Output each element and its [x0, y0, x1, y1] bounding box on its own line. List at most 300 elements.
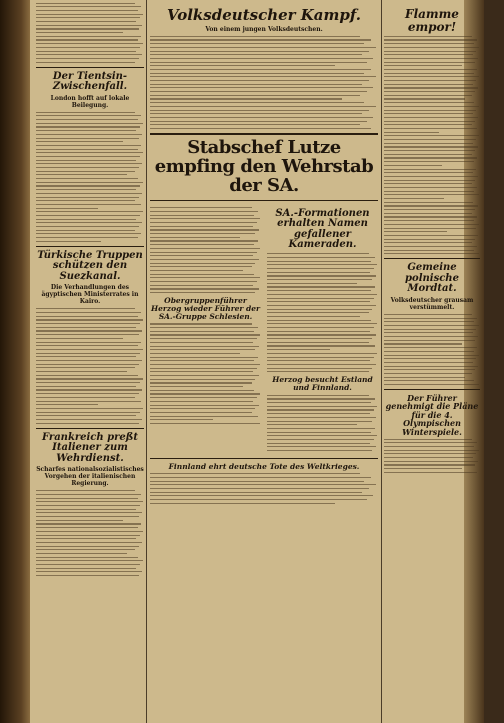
- text-line: [384, 146, 478, 147]
- text-line: [150, 62, 367, 63]
- article-body: [384, 439, 480, 473]
- article-body: [36, 308, 144, 423]
- text-line: [36, 342, 141, 343]
- text-line: [36, 527, 138, 528]
- text-line: [267, 421, 372, 422]
- divider: [384, 258, 480, 259]
- text-line: [36, 178, 138, 179]
- text-line: [36, 516, 139, 517]
- text-line: [150, 327, 258, 328]
- text-line: [36, 412, 140, 413]
- text-line: [267, 398, 375, 399]
- text-line: [384, 228, 476, 229]
- divider: [150, 133, 378, 135]
- text-line: [150, 274, 254, 275]
- text-line: [384, 43, 474, 44]
- text-line: [150, 488, 369, 489]
- text-line: [384, 209, 475, 210]
- text-line: [384, 464, 475, 465]
- text-line: [36, 167, 139, 168]
- headline: Herzog besucht Estland und Finnland.: [272, 375, 373, 393]
- article-body: [150, 323, 261, 424]
- text-line: [384, 362, 473, 363]
- text-line: [150, 252, 257, 253]
- text-line: [384, 39, 477, 40]
- sub-column: [267, 205, 378, 454]
- text-line: [384, 453, 476, 454]
- text-line: [384, 239, 475, 240]
- text-line: [36, 193, 142, 194]
- text-line: [36, 17, 140, 18]
- text-line: [267, 409, 374, 410]
- text-line: [384, 321, 474, 322]
- text-line: [267, 357, 374, 358]
- text-line: [36, 219, 136, 220]
- text-line: [267, 334, 376, 335]
- text-line: [384, 384, 479, 385]
- text-line: [267, 290, 371, 291]
- text-line: [384, 65, 462, 66]
- subheadline: Von einem jungen Volksdeutschen.: [205, 25, 323, 33]
- text-line: [384, 73, 474, 74]
- text-line: [267, 360, 370, 361]
- text-line: [384, 191, 474, 192]
- text-line: [150, 51, 369, 52]
- text-line: [150, 408, 255, 409]
- article-body: [150, 473, 378, 504]
- text-line: [36, 389, 142, 390]
- text-line: [36, 568, 136, 569]
- text-line: [150, 401, 253, 402]
- text-line: [384, 325, 479, 326]
- text-line: [36, 523, 141, 524]
- text-line: [384, 366, 478, 367]
- text-line: [267, 253, 369, 254]
- text-line: [36, 386, 136, 387]
- text-line: [267, 268, 374, 269]
- text-line: [36, 171, 135, 172]
- article-body: [36, 112, 144, 242]
- text-line: [384, 336, 478, 337]
- text-line: [267, 320, 371, 321]
- text-line: [150, 390, 254, 391]
- text-line: [36, 334, 139, 335]
- text-line: [36, 512, 142, 513]
- text-line: [384, 318, 477, 319]
- article-body: [267, 253, 378, 372]
- text-line: [150, 419, 213, 420]
- text-line: [384, 121, 475, 122]
- text-line: [267, 353, 377, 354]
- text-line: [267, 257, 375, 258]
- text-line: [36, 316, 138, 317]
- text-line: [36, 501, 143, 502]
- text-line: [267, 283, 357, 284]
- text-line: [267, 417, 376, 418]
- text-line: [36, 149, 138, 150]
- text-line: [150, 292, 255, 293]
- text-line: [36, 36, 141, 37]
- text-line: [267, 298, 374, 299]
- text-line: [150, 110, 369, 111]
- text-line: [150, 338, 257, 339]
- text-line: [384, 446, 474, 447]
- text-line: [36, 423, 139, 424]
- text-line: [150, 481, 364, 482]
- text-line: [150, 207, 252, 208]
- text-line: [384, 347, 477, 348]
- sub-column: [150, 205, 261, 454]
- text-line: [384, 216, 477, 217]
- subheadline: Die Verhandlungen des ägyptischen Ministerrates in Kairo.: [41, 284, 139, 306]
- text-line: [150, 484, 376, 485]
- divider: [36, 428, 144, 429]
- text-line: [267, 261, 371, 262]
- newspaper-page: [30, 0, 484, 723]
- text-line: [384, 113, 473, 114]
- text-line: [150, 47, 376, 48]
- article-body: [36, 490, 144, 576]
- text-line: [150, 73, 364, 74]
- text-line: [150, 65, 335, 66]
- text-line: [267, 435, 377, 436]
- text-line: [36, 189, 136, 190]
- text-line: [384, 183, 472, 184]
- two-column-block: [150, 205, 378, 454]
- text-line: [36, 371, 127, 372]
- text-line: [384, 117, 478, 118]
- text-line: [36, 152, 143, 153]
- text-line: [36, 126, 140, 127]
- text-line: [150, 423, 260, 424]
- text-line: [267, 371, 369, 372]
- text-line: [150, 364, 260, 365]
- column-center: [150, 0, 378, 506]
- text-line: [150, 397, 257, 398]
- text-line: [150, 412, 252, 413]
- text-line: [150, 334, 260, 335]
- column-rule: [146, 0, 147, 723]
- text-line: [384, 253, 479, 254]
- text-line: [267, 364, 376, 365]
- article-body: [150, 207, 261, 293]
- text-line: [36, 43, 143, 44]
- headline: Gemeine polnische Mordtat.: [405, 262, 459, 295]
- text-line: [150, 266, 252, 267]
- text-line: [36, 571, 142, 572]
- text-line: [36, 520, 123, 521]
- text-line: [384, 213, 472, 214]
- text-line: [150, 98, 342, 99]
- text-line: [36, 353, 140, 354]
- text-line: [384, 51, 476, 52]
- text-line: [36, 308, 135, 309]
- text-line: [150, 405, 259, 406]
- text-line: [36, 241, 101, 242]
- divider: [150, 458, 378, 459]
- text-line: [36, 564, 140, 565]
- text-line: [150, 54, 362, 55]
- text-line: [267, 432, 371, 433]
- text-line: [384, 343, 462, 344]
- text-line: [267, 312, 369, 313]
- text-line: [150, 270, 243, 271]
- text-line: [36, 553, 127, 554]
- headline: SA.-Formationen erhalten Namen gefallener Kameraden.: [275, 207, 370, 251]
- text-line: [36, 185, 140, 186]
- text-line: [150, 375, 259, 376]
- headline: Flamme empor!: [405, 7, 459, 34]
- text-line: [384, 329, 476, 330]
- text-line: [150, 495, 373, 496]
- text-line: [384, 154, 472, 155]
- text-line: [150, 95, 360, 96]
- text-line: [384, 235, 478, 236]
- text-line: [384, 377, 465, 378]
- text-line: [150, 233, 255, 234]
- subheadline: Scharfes nationalsozialistisches Vorgehen der italienischen Regierung.: [36, 466, 144, 488]
- text-line: [150, 288, 259, 289]
- text-line: [384, 98, 465, 99]
- main-headline: Stabschef Lutze empfing den Wehrstab der SA.: [154, 137, 374, 196]
- text-line: [150, 473, 360, 474]
- text-line: [36, 160, 136, 161]
- text-line: [150, 255, 253, 256]
- text-line: [384, 468, 462, 469]
- divider: [150, 200, 378, 201]
- text-line: [150, 360, 254, 361]
- text-line: [36, 141, 123, 142]
- text-line: [267, 342, 369, 343]
- text-line: [36, 134, 142, 135]
- text-line: [384, 340, 475, 341]
- text-line: [36, 531, 143, 532]
- text-line: [150, 222, 257, 223]
- text-line: [36, 382, 140, 383]
- text-line: [150, 124, 360, 125]
- subheadline: London hofft auf lokale Beilegung.: [50, 94, 130, 109]
- text-line: [36, 112, 135, 113]
- text-line: [150, 263, 255, 264]
- text-line: [150, 285, 253, 286]
- text-line: [36, 419, 142, 420]
- text-line: [267, 368, 372, 369]
- text-line: [36, 39, 138, 40]
- text-line: [384, 187, 477, 188]
- text-line: [384, 369, 475, 370]
- article-body: [267, 395, 378, 451]
- text-line: [267, 279, 372, 280]
- text-line: [384, 58, 478, 59]
- text-line: [384, 220, 474, 221]
- text-line: [384, 62, 475, 63]
- text-line: [384, 54, 473, 55]
- article-body: [384, 314, 480, 385]
- text-line: [36, 546, 139, 547]
- headline: Finnland ehrt deutsche Tote des Weltkrieges.: [168, 461, 360, 471]
- text-line: [36, 319, 143, 320]
- text-line: [267, 316, 360, 317]
- text-line: [384, 180, 475, 181]
- text-line: [36, 51, 136, 52]
- text-line: [150, 106, 376, 107]
- text-line: [36, 356, 136, 357]
- text-line: [384, 128, 477, 129]
- text-line: [267, 345, 375, 346]
- text-line: [150, 128, 371, 129]
- column-rule: [381, 0, 382, 723]
- text-line: [36, 367, 135, 368]
- headline: Der Führer genehmigt die Pläne für die 4. Olympischen Winterspiele.: [385, 393, 479, 437]
- text-line: [384, 124, 472, 125]
- text-line: [150, 237, 240, 238]
- text-line: [36, 505, 140, 506]
- text-line: [150, 382, 252, 383]
- text-line: [267, 323, 377, 324]
- text-line: [36, 6, 141, 7]
- text-line: [150, 229, 259, 230]
- text-line: [36, 119, 138, 120]
- text-line: [384, 224, 479, 225]
- text-line: [267, 395, 369, 396]
- text-line: [150, 240, 258, 241]
- text-line: [384, 373, 472, 374]
- text-line: [150, 259, 259, 260]
- text-line: [384, 157, 477, 158]
- text-line: [384, 205, 478, 206]
- text-line: [384, 95, 472, 96]
- text-line: [150, 492, 362, 493]
- text-line: [36, 490, 135, 491]
- text-line: [150, 121, 367, 122]
- text-line: [150, 76, 376, 77]
- text-line: [36, 54, 142, 55]
- text-line: [36, 156, 140, 157]
- text-line: [150, 323, 252, 324]
- text-line: [384, 450, 479, 451]
- text-line: [150, 503, 335, 504]
- text-line: [36, 222, 142, 223]
- text-line: [384, 231, 447, 232]
- text-line: [36, 32, 123, 33]
- text-line: [36, 378, 143, 379]
- text-line: [267, 338, 372, 339]
- text-line: [36, 535, 140, 536]
- article-body: [384, 36, 480, 255]
- column-right: [384, 0, 480, 476]
- text-line: [36, 230, 135, 231]
- text-line: [150, 113, 362, 114]
- text-line: [384, 202, 473, 203]
- text-line: [267, 294, 377, 295]
- text-line: [36, 542, 142, 543]
- text-line: [150, 342, 253, 343]
- divider: [36, 67, 144, 68]
- text-line: [36, 323, 140, 324]
- text-line: [36, 408, 143, 409]
- text-line: [36, 21, 136, 22]
- text-line: [36, 575, 139, 576]
- text-line: [36, 138, 139, 139]
- text-line: [384, 161, 474, 162]
- text-line: [150, 477, 371, 478]
- text-line: [150, 84, 362, 85]
- text-line: [150, 331, 254, 332]
- text-line: [267, 305, 376, 306]
- text-line: [384, 150, 475, 151]
- text-line: [384, 250, 474, 251]
- book-spine: [0, 0, 30, 723]
- text-line: [384, 87, 478, 88]
- text-line: [36, 215, 140, 216]
- headline: Türkische Truppen schützen den Suezkanal.: [37, 249, 143, 282]
- text-line: [36, 560, 143, 561]
- text-line: [150, 416, 258, 417]
- headline: Volksdeutscher Kampf.: [166, 6, 362, 24]
- text-line: [36, 360, 142, 361]
- text-line: [150, 353, 240, 354]
- text-line: [36, 494, 141, 495]
- text-line: [267, 446, 376, 447]
- text-line: [384, 172, 473, 173]
- text-line: [150, 87, 373, 88]
- text-line: [36, 226, 139, 227]
- text-line: [36, 25, 142, 26]
- text-line: [267, 443, 370, 444]
- headline: Frankreich preßt Italiener zum Wehrdienst.: [42, 431, 138, 464]
- text-line: [36, 393, 139, 394]
- text-line: [150, 117, 373, 118]
- text-line: [36, 208, 98, 209]
- article-body: [36, 3, 144, 63]
- text-line: [267, 286, 375, 287]
- headline: Obergruppenführer Herzog wieder Führer der SA.-Gruppe Schlesien.: [151, 296, 260, 321]
- headline: Der Tientsin-Zwischenfall.: [52, 70, 128, 93]
- column-left: [36, 0, 144, 579]
- text-line: [150, 80, 369, 81]
- text-line: [384, 472, 477, 473]
- text-line: [384, 47, 479, 48]
- text-line: [150, 244, 254, 245]
- text-line: [36, 115, 141, 116]
- text-line: [150, 39, 371, 40]
- text-line: [36, 28, 139, 29]
- text-line: [384, 84, 473, 85]
- text-line: [36, 509, 136, 510]
- text-line: [384, 143, 473, 144]
- text-line: [36, 47, 140, 48]
- text-line: [267, 413, 370, 414]
- text-line: [267, 275, 376, 276]
- text-line: [36, 415, 136, 416]
- text-line: [384, 380, 474, 381]
- text-line: [384, 242, 472, 243]
- text-line: [267, 301, 370, 302]
- text-line: [267, 349, 330, 350]
- text-line: [36, 145, 141, 146]
- text-line: [36, 130, 136, 131]
- text-line: [36, 404, 98, 405]
- text-line: [36, 58, 139, 59]
- text-line: [36, 14, 143, 15]
- text-line: [150, 36, 360, 37]
- text-line: [384, 355, 479, 356]
- divider: [384, 389, 480, 390]
- text-line: [36, 312, 141, 313]
- text-line: [267, 450, 372, 451]
- text-line: [384, 198, 444, 199]
- text-line: [150, 102, 364, 103]
